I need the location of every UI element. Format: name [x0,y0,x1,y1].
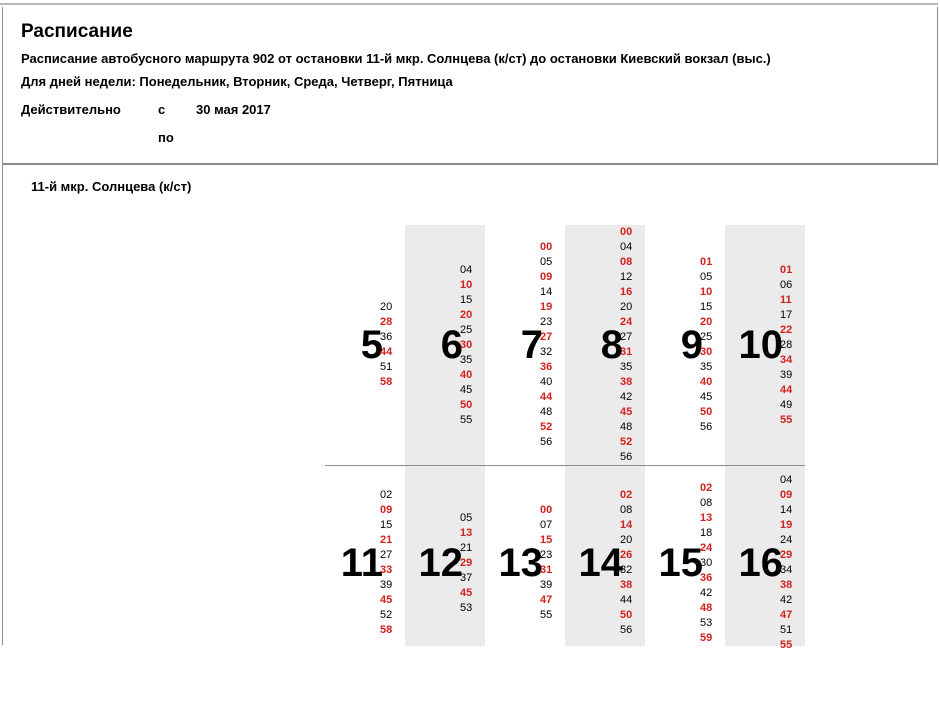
stop-name: 11-й мкр. Солнцева (к/ст) [31,179,192,194]
departure-minute: 53 [460,601,473,614]
departure-minute: 55 [780,639,793,651]
departure-minute: 39 [380,579,393,591]
departure-minute: 14 [620,519,633,531]
departure-minute: 08 [620,256,633,268]
departure-minute: 20 [460,308,473,321]
departure-minute: 49 [780,398,793,411]
departure-minute: 15 [460,293,473,306]
minutes-list [460,511,485,616]
hour-column-13 [485,466,565,706]
hour-label: 11 [340,541,383,585]
minutes-list [780,263,805,428]
departure-minute: 00 [620,226,633,238]
minutes-list [460,263,485,428]
departure-minute: 37 [460,571,473,584]
departure-minute: 05 [700,271,713,283]
departure-minute: 45 [620,406,633,418]
departure-minute: 15 [380,519,393,531]
departure-minute: 19 [540,301,553,313]
departure-minute: 36 [380,331,393,343]
departure-minute: 24 [780,534,793,546]
hour-column-14 [565,466,645,646]
valid-label: Действительно [21,102,121,117]
hour-column-8 [565,225,645,465]
departure-minute: 55 [460,413,473,426]
departure-minute: 28 [380,316,393,328]
departure-minute: 30 [700,346,713,358]
departure-minute: 52 [620,436,633,448]
departure-minute: 09 [380,504,393,516]
departure-minute: 32 [540,346,553,358]
departure-minute: 44 [780,383,793,396]
departure-minute: 14 [780,504,793,516]
departure-minute: 50 [460,398,473,411]
departure-minute: 23 [540,549,553,561]
departure-minute: 20 [620,534,633,546]
hour-label: 7 [520,323,543,367]
departure-minute: 20 [700,316,713,328]
hour-label: 6 [440,323,463,367]
departure-minute: 26 [620,549,633,561]
departure-minute: 58 [380,624,393,636]
departure-minute: 31 [540,564,553,576]
departure-minute: 45 [460,383,473,396]
departure-minute: 09 [780,489,793,501]
departure-minute: 42 [780,594,793,606]
top-divider [0,3,938,5]
departure-minute: 47 [540,594,553,606]
departure-minute: 20 [620,301,633,313]
departure-minute: 10 [700,286,713,298]
departure-minute: 48 [700,601,713,614]
departure-minute: 25 [700,331,713,343]
departure-minute: 38 [620,376,633,388]
departure-minute: 42 [620,391,633,403]
departure-minute: 35 [620,361,633,373]
departure-minute: 47 [780,609,793,621]
hour-column-15 [645,466,725,706]
departure-minute: 35 [460,353,473,366]
departure-minute: 04 [460,263,473,276]
departure-minute: 17 [780,308,793,321]
departure-minute: 10 [460,278,473,291]
departure-minute: 55 [780,413,793,426]
departure-minute: 28 [780,338,793,351]
departure-minute: 01 [780,263,793,276]
hour-column-16 [725,466,805,651]
hour-label: 14 [578,541,623,585]
departure-minute: 13 [700,511,713,524]
departure-minute: 27 [620,331,633,343]
departure-minute: 45 [460,586,473,599]
departure-minute: 08 [620,504,633,516]
departure-minute: 04 [620,241,633,253]
departure-minute: 52 [380,609,393,621]
departure-minute: 48 [540,406,553,418]
hour-column-11 [325,466,405,706]
departure-minute: 30 [700,556,713,569]
departure-minute: 32 [620,564,633,576]
departure-minute: 04 [780,474,793,486]
departure-minute: 44 [620,594,633,606]
departure-minute: 36 [540,361,553,373]
departure-minute: 13 [460,526,473,539]
departure-minute: 02 [380,489,393,501]
departure-minute: 53 [700,616,713,629]
departure-minute: 58 [380,376,393,388]
departure-minute: 55 [540,609,553,621]
valid-from-date: 30 мая 2017 [196,102,271,117]
departure-minute: 51 [380,361,393,373]
hour-column-10 [725,225,805,465]
departure-minute: 35 [700,361,713,373]
departure-minute: 23 [540,316,553,328]
valid-from-label: с [158,102,166,117]
departure-minute: 09 [540,271,553,283]
minutes-list [540,503,565,623]
departure-minute: 08 [700,496,713,509]
hour-label: 10 [738,323,783,367]
departure-minute: 48 [620,421,633,433]
departure-minute: 16 [620,286,633,298]
valid-to-label: по [158,130,174,145]
departure-minute: 22 [780,323,793,336]
departure-minute: 14 [540,286,553,298]
page-title: Расписание [21,21,133,42]
departure-minute: 01 [700,256,713,268]
departure-minute: 29 [780,549,793,561]
departure-minute: 21 [380,534,393,546]
departure-minute: 40 [460,368,473,381]
hour-column-9 [645,225,725,465]
departure-minute: 00 [540,504,553,516]
departure-minute: 38 [620,579,633,591]
hour-column-12 [405,466,485,646]
departure-minute: 19 [780,519,793,531]
departure-minute: 34 [780,564,793,576]
departure-minute: 06 [780,278,793,291]
departure-minute: 21 [460,541,473,554]
departure-minute: 05 [540,256,553,268]
hour-label: 12 [418,541,463,585]
departure-minute: 59 [700,631,713,644]
departure-minute: 39 [780,368,793,381]
departure-minute: 50 [620,609,633,621]
departure-minute: 27 [380,549,393,561]
minutes-list [380,300,405,390]
departure-minute: 44 [380,346,393,358]
departure-minute: 56 [700,421,713,433]
hour-column-7 [485,225,565,465]
departure-minute: 56 [540,436,553,448]
departure-minute: 05 [460,511,473,524]
departure-minute: 40 [700,376,713,388]
departure-minute: 39 [540,579,553,591]
departure-minute: 24 [620,316,633,328]
hour-column-6 [405,225,485,465]
departure-minute: 52 [540,421,553,433]
departure-minute: 25 [460,323,473,336]
minutes-list [620,488,645,638]
departure-minute: 36 [700,571,713,584]
hour-column-5 [325,225,405,465]
departure-minute: 38 [780,579,793,591]
departure-minute: 56 [620,624,633,636]
minutes-list [700,255,725,435]
departure-minute: 02 [620,489,633,501]
minutes-list [380,488,405,638]
departure-minute: 15 [700,301,713,313]
departure-minute: 20 [380,301,393,313]
departure-minute: 56 [620,451,633,463]
hour-label: 9 [680,323,703,367]
hour-label: 5 [360,323,383,367]
hour-label: 13 [498,541,543,585]
departure-minute: 07 [540,519,553,531]
departure-minute: 40 [540,376,553,388]
departure-minute: 27 [540,331,553,343]
departure-minute: 24 [700,541,713,554]
departure-minute: 12 [620,271,633,283]
hour-label: 8 [600,323,623,367]
departure-minute: 51 [780,624,793,636]
minutes-list [620,225,645,465]
departure-minute: 42 [700,586,713,599]
departure-minute: 31 [620,346,633,358]
minutes-list [780,473,805,653]
hour-label: 15 [658,541,703,585]
departure-minute: 29 [460,556,473,569]
departure-minute: 11 [780,293,792,306]
departure-minute: 44 [540,391,553,403]
departure-minute: 50 [700,406,713,418]
departure-minute: 45 [700,391,713,403]
hour-label: 16 [738,541,783,585]
minutes-list [540,240,565,450]
departure-minute: 34 [780,353,793,366]
departure-minute: 02 [700,481,713,494]
departure-minute: 15 [540,534,553,546]
departure-minute: 00 [540,241,553,253]
departure-minute: 30 [460,338,473,351]
departure-minute: 18 [700,526,713,539]
departure-minute: 33 [380,564,393,576]
minutes-list [700,481,725,646]
content-left-border [2,165,3,645]
route-description: Расписание автобусного маршрута 902 от остановки 11-й мкр. Солнцева (к/ст) до остановки Киевский вокзал (выс.) [21,51,771,66]
departure-minute: 45 [380,594,393,606]
weekdays-label: Для дней недели: Понедельник, Вторник, Среда, Четверг, Пятница [21,74,453,89]
